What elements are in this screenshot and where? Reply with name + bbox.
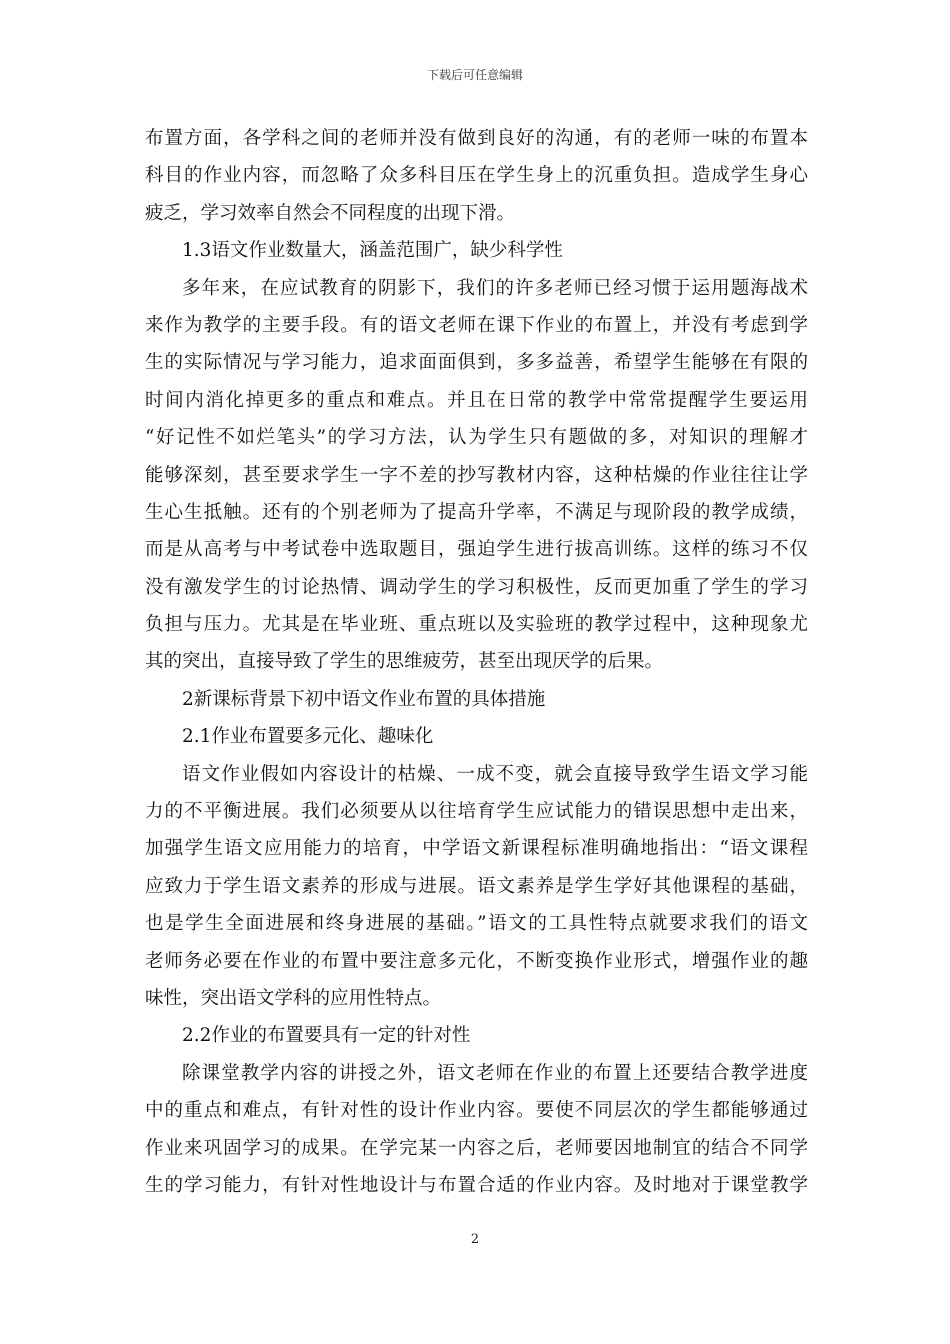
text-line: 味性，突出语文学科的应用性特点。 [145,987,442,1009]
text-line: 除课堂教学内容的讲授之外，语文老师在作业的布置上还要结合教学进度 [182,1062,808,1084]
text-line: 力的不平衡进展。我们必须要从以往培育学生应试能力的错误思想中走出来， [145,801,808,823]
text-line: 多年来，在应试教育的阴影下，我们的许多老师已经习惯于运用题海战术 [182,277,808,299]
section-heading: 1.3语文作业数量大，涵盖范围广，缺少科学性 [182,240,563,262]
text-line: 应致力于学生语文素养的形成与进展。语文素养是学生学好其他课程的基础， [145,875,808,897]
page-header: 下载后可任意编辑 [426,68,523,82]
section-heading: 2新课标背景下初中语文作业布置的具体措施 [182,688,546,710]
text-line: 布置方面，各学科之间的老师并没有做到良好的沟通，有的老师一味的布置本 [145,128,808,149]
text-line: 也是学生全面进展和终身进展的基础。”语文的工具性特点就要求我们的语文 [145,913,808,935]
text-line: 能够深刻，甚至要求学生一字不差的抄写教材内容，这种枯燥的作业往往让学 [145,464,808,486]
text-line: 中的重点和难点，有针对性的设计作业内容。要使不同层次的学生都能够通过 [145,1100,808,1122]
text-line: “好记性不如烂笔头”的学习方法，认为学生只有题做的多，对知识的理解才 [145,427,808,449]
text-line: 负担与压力。尤其是在毕业班、重点班以及实验班的教学过程中，这种现象尤 [145,614,808,636]
text-line: 而是从高考与中考试卷中选取题目，强迫学生进行拔高训练。这样的练习不仅 [145,539,808,561]
text-line: 语文作业假如内容设计的枯燥、一成不变，就会直接导致学生语文学习能 [182,763,808,785]
text-line: 生心生抵触。还有的个别老师为了提高升学率，不满足与现阶段的教学成绩， [145,501,808,523]
section-heading: 2.2作业的布置要具有一定的针对性 [182,1025,471,1047]
text-line: 其的突出，直接导致了学生的思维疲劳，甚至出现厌学的后果。 [145,651,664,673]
document-body [145,120,808,1204]
text-line: 科目的作业内容，而忽略了众多科目压在学生身上的沉重负担。造成学生身心 [145,165,808,187]
text-line: 生的实际情况与学习能力，追求面面俱到，多多益善，希望学生能够在有限的 [145,352,808,374]
section-heading: 2.1作业布置要多元化、趣味化 [182,726,434,748]
text-line: 疲乏，学习效率自然会不同程度的出现下滑。 [145,202,516,224]
page-number: 2 [470,1232,480,1247]
text-line: 生的学习能力，有针对性地设计与布置合适的作业内容。及时地对于课堂教学 [145,1174,808,1196]
text-line: 来作为教学的主要手段。有的语文老师在课下作业的布置上，并没有考虑到学 [145,314,808,336]
text-line: 老师务必要在作业的布置中要注意多元化，不断变换作业形式，增强作业的趣 [145,950,808,972]
text-line: 没有激发学生的讨论热情、调动学生的学习积极性，反而更加重了学生的学习 [145,576,808,598]
text-line: 时间内消化掉更多的重点和难点。并且在日常的教学中常常提醒学生要运用 [145,389,808,411]
text-line: 加强学生语文应用能力的培育，中学语文新课程标准明确地指出：“语文课程 [145,838,808,860]
text-line: 作业来巩固学习的成果。在学完某一内容之后，老师要因地制宜的结合不同学 [145,1137,808,1159]
